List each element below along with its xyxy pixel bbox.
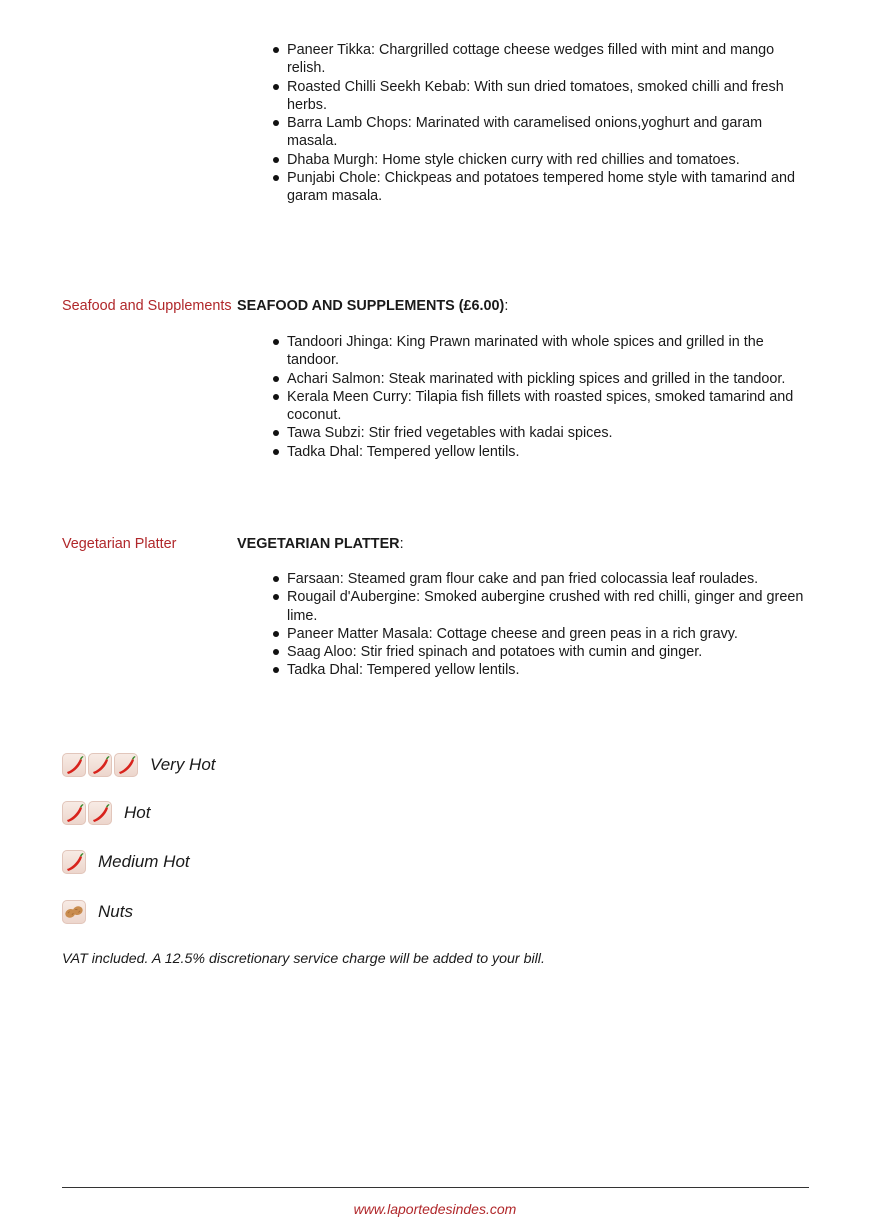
chilli-icon <box>62 801 86 825</box>
list-item: Paneer Matter Masala: Cottage cheese and green peas in a rich gravy. <box>268 625 816 643</box>
legend-label: Medium Hot <box>98 852 190 871</box>
vat-note: VAT included. A 12.5% discretionary service charge will be added to your bill. <box>62 951 545 967</box>
list-item: Roasted Chilli Seekh Kebab: With sun dried tomatoes, smoked chilli and fresh herbs. <box>268 78 816 115</box>
legend-hot <box>62 801 150 825</box>
vegetarian-side-label: Vegetarian Platter <box>62 536 177 552</box>
footer-link[interactable]: www.laportedesindes.com <box>353 1201 517 1217</box>
chilli-icon <box>88 801 112 825</box>
legend-label: Hot <box>124 803 151 822</box>
list-item: Tadka Dhal: Tempered yellow lentils. <box>268 661 816 679</box>
seafood-list <box>268 333 816 461</box>
vegetarian-heading-colon: : <box>399 536 404 552</box>
chilli-icon <box>114 753 138 777</box>
list-item: Rougail d'Aubergine: Smoked aubergine crushed with red chilli, ginger and green lime. <box>268 588 816 625</box>
seafood-heading-colon: : <box>504 298 509 314</box>
list-item: Barra Lamb Chops: Marinated with caramelised onions,yoghurt and garam masala. <box>268 114 816 151</box>
list-item: Punjabi Chole: Chickpeas and potatoes tempered home style with tamarind and garam masala. <box>268 169 816 206</box>
legend-label: Very Hot <box>150 755 216 774</box>
seafood-side-label: Seafood and Supplements <box>62 298 232 314</box>
list-item: Tawa Subzi: Stir fried vegetables with kadai spices. <box>268 424 816 442</box>
list-item: Paneer Tikka: Chargrilled cottage cheese wedges filled with mint and mango relish. <box>268 41 816 78</box>
legend-nuts <box>62 900 133 924</box>
peanut-icon <box>62 900 86 924</box>
vegetarian-heading <box>237 535 404 553</box>
legend-label: Nuts <box>98 902 133 921</box>
list-item: Farsaan: Steamed gram flour cake and pan fried colocassia leaf roulades. <box>268 570 816 588</box>
legend-medium-hot <box>62 850 190 874</box>
chilli-icon <box>62 850 86 874</box>
vegetarian-heading-text: VEGETARIAN PLATTER <box>237 536 400 552</box>
list-item: Tandoori Jhinga: King Prawn marinated with whole spices and grilled in the tandoor. <box>268 333 816 370</box>
chilli-icon <box>62 753 86 777</box>
starters-list <box>268 41 816 206</box>
footer-divider <box>62 1187 809 1188</box>
vegetarian-list <box>268 570 816 680</box>
list-item: Achari Salmon: Steak marinated with pickling spices and grilled in the tandoor. <box>268 370 816 388</box>
chilli-icon <box>88 753 112 777</box>
seafood-heading-text: SEAFOOD AND SUPPLEMENTS (£6.00) <box>237 298 505 314</box>
list-item: Saag Aloo: Stir fried spinach and potatoes with cumin and ginger. <box>268 643 816 661</box>
list-item: Dhaba Murgh: Home style chicken curry with red chillies and tomatoes. <box>268 151 816 169</box>
seafood-heading <box>237 297 508 315</box>
list-item: Tadka Dhal: Tempered yellow lentils. <box>268 443 816 461</box>
list-item: Kerala Meen Curry: Tilapia fish fillets with roasted spices, smoked tamarind and coconut. <box>268 388 816 425</box>
legend-very-hot <box>62 753 216 777</box>
